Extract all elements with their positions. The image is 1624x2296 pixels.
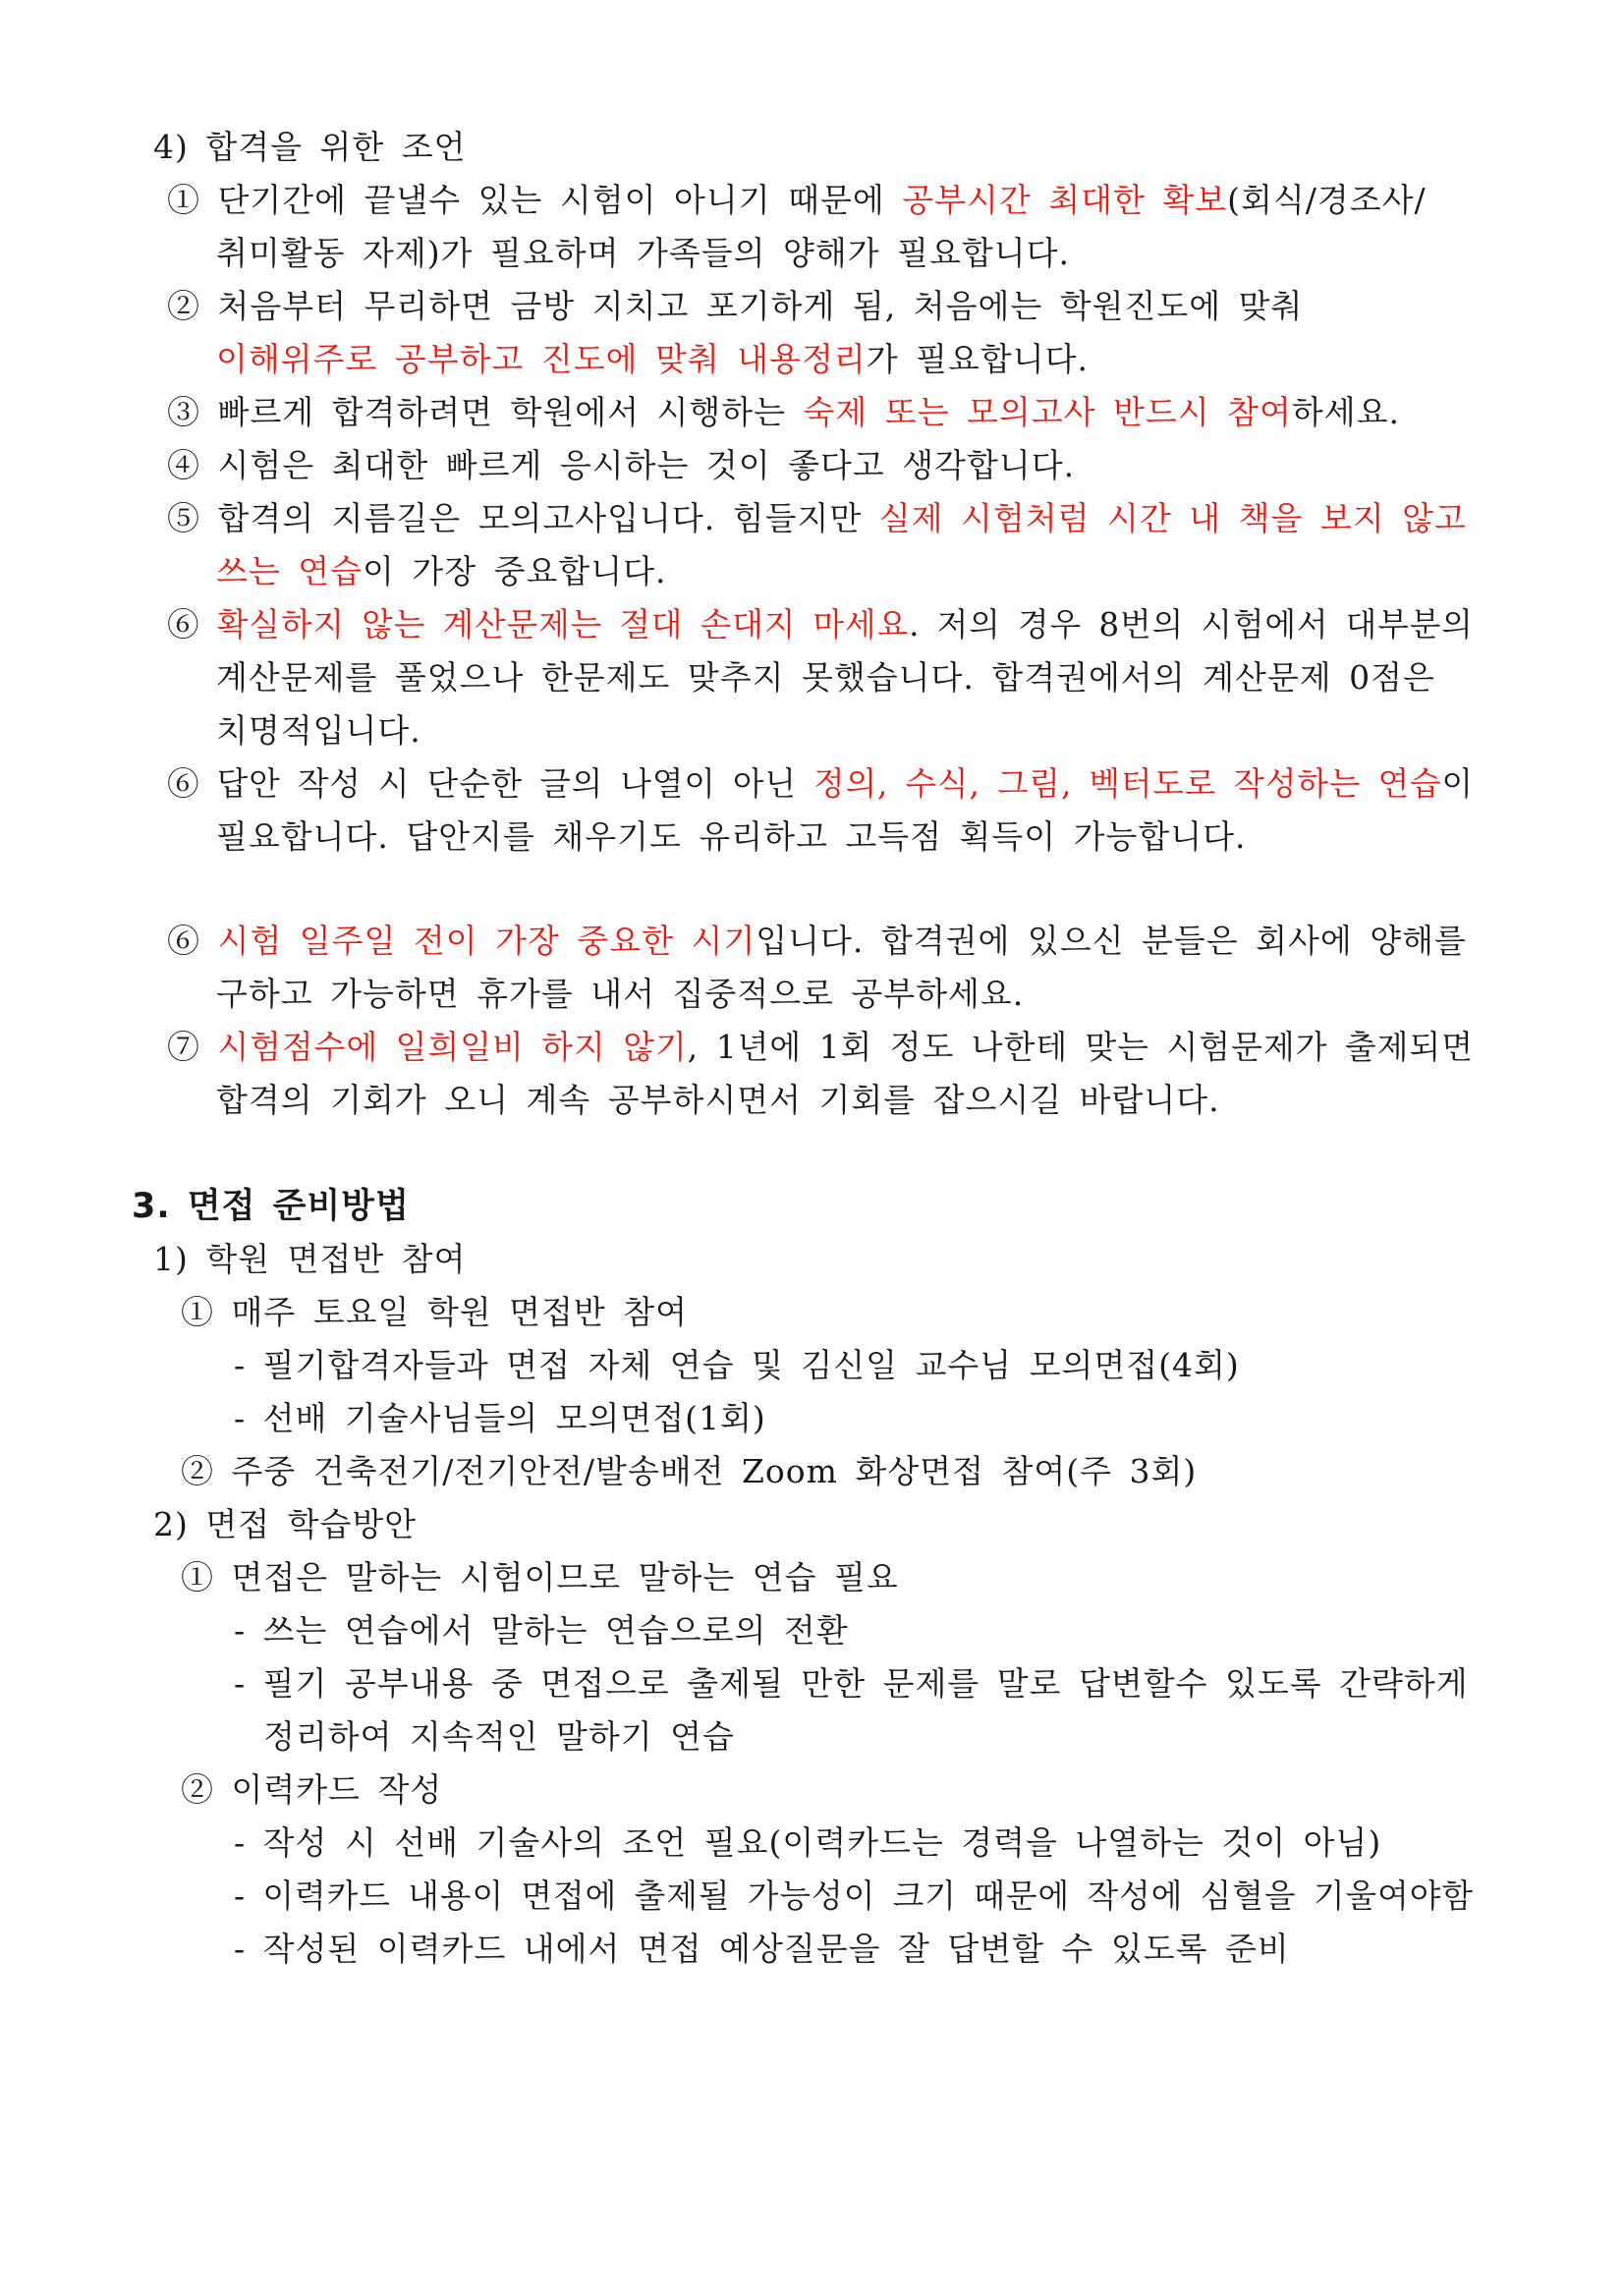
- advice-item-7: ⑥ 답안 작성 시 단순한 글의 나열이 아닌 정의, 수식, 그림, 벡터도로 작성하는 연습이: [167, 764, 1474, 803]
- section-3-heading: 3. 면접 준비방법: [132, 1187, 410, 1226]
- advice-item-9: ⑦ 시험점수에 일희일비 하지 않기, 1년에 1회 정도 나한테 맞는 시험문제가 출제되면: [167, 1028, 1474, 1066]
- advice-item-1-cont: 취미활동 자제)가 필요하며 가족들의 양해가 필요합니다.: [216, 234, 1071, 272]
- advice-item-4: ④ 시험은 최대한 빠르게 응시하는 것이 좋다고 생각합니다.: [167, 446, 1076, 484]
- advice-item-6-cont2: 치명적입니다.: [216, 711, 421, 750]
- emphasis-text: 정의, 수식, 그림, 벡터도로 작성하는 연습: [813, 764, 1442, 803]
- advice-item-7-cont: 필요합니다. 답안지를 채우기도 유리하고 고득점 획득이 가능합니다.: [216, 817, 1247, 856]
- advice-item-8: ⑥ 시험 일주일 전이 가장 중요한 시기입니다. 합격권에 있으신 분들은 회사에 양해를: [167, 922, 1467, 960]
- emphasis-text: 확실하지 않는 계산문제는 절대 손대지 마세요: [216, 605, 910, 644]
- emphasis-text: 시험 일주일 전이 가장 중요한 시기: [217, 922, 756, 960]
- study-item-1: ① 면접은 말하는 시험이므로 말하는 연습 필요: [181, 1558, 899, 1596]
- section-4-heading: 4) 합격을 위한 조언: [153, 128, 467, 166]
- study-detail-3: - 작성 시 선배 기술사의 조언 필요(이력카드는 경력을 나열하는 것이 아님): [234, 1823, 1382, 1862]
- emphasis-text: 공부시간 최대한 확보: [902, 181, 1228, 219]
- advice-item-9-cont: 합격의 기회가 오니 계속 공부하시면서 기회를 잡으시길 바랍니다.: [216, 1081, 1220, 1119]
- advice-item-2: ② 처음부터 무리하면 금방 지치고 포기하게 됨, 처음에는 학원진도에 맞춰: [167, 287, 1304, 325]
- emphasis-text: 숙제 또는 모의고사 반드시 참여: [803, 393, 1292, 431]
- subsection-2-heading: 2) 면접 학습방안: [153, 1505, 418, 1543]
- subsection-1-heading: 1) 학원 면접반 참여: [153, 1240, 467, 1278]
- advice-item-1: ① 단기간에 끝낼수 있는 시험이 아니기 때문에 공부시간 최대한 확보(회식/경조사/: [167, 181, 1427, 219]
- interview-item-1: ① 매주 토요일 학원 면접반 참여: [181, 1293, 688, 1331]
- advice-item-5: ⑤ 합격의 지름길은 모의고사입니다. 힘들지만 실제 시험처럼 시간 내 책을 보지 않고: [167, 499, 1467, 537]
- advice-item-6-cont: 계산문제를 풀었으나 한문제도 맞추지 못했습니다. 합격권에서의 계산문제 0점은: [216, 658, 1435, 697]
- study-detail-2-cont: 정리하여 지속적인 말하기 연습: [263, 1717, 735, 1756]
- study-detail-1: - 쓰는 연습에서 말하는 연습으로의 전환: [234, 1611, 849, 1650]
- emphasis-text: 쓰는 연습: [216, 552, 364, 590]
- emphasis-text: 시험점수에 일희일비 하지 않기: [217, 1028, 688, 1066]
- emphasis-text: 실제 시험처럼 시간 내 책을 보지 않고: [878, 499, 1467, 537]
- interview-detail-1: - 필기합격자들과 면접 자체 연습 및 김신일 교수님 모의면접(4회): [234, 1346, 1240, 1384]
- advice-item-5-cont: 쓰는 연습이 가장 중요합니다.: [216, 552, 667, 590]
- emphasis-text: 이해위주로 공부하고 진도에 맞춰 내용정리: [216, 340, 867, 378]
- study-item-2: ② 이력카드 작성: [181, 1770, 443, 1809]
- interview-item-2: ② 주중 건축전기/전기안전/발송배전 Zoom 화상면접 참여(주 3회): [181, 1452, 1198, 1490]
- advice-item-6: ⑥ 확실하지 않는 계산문제는 절대 손대지 마세요. 저의 경우 8번의 시험에서 대부분의: [167, 605, 1474, 644]
- interview-detail-2: - 선배 기술사님들의 모의면접(1회): [234, 1399, 766, 1437]
- advice-item-3: ③ 빠르게 합격하려면 학원에서 시행하는 숙제 또는 모의고사 반드시 참여하세요.: [167, 393, 1400, 431]
- study-detail-2: - 필기 공부내용 중 면접으로 출제될 만한 문제를 말로 답변할수 있도록 간략하게: [234, 1664, 1469, 1703]
- advice-item-8-cont: 구하고 가능하면 휴가를 내서 집중적으로 공부하세요.: [216, 975, 1025, 1013]
- study-detail-4: - 이력카드 내용이 면접에 출제될 가능성이 크기 때문에 작성에 심혈을 기울여야함: [234, 1876, 1474, 1915]
- study-detail-5: - 작성된 이력카드 내에서 면접 예상질문을 잘 답변할 수 있도록 준비: [234, 1930, 1290, 1968]
- advice-item-2-cont: 이해위주로 공부하고 진도에 맞춰 내용정리가 필요합니다.: [216, 340, 1090, 378]
